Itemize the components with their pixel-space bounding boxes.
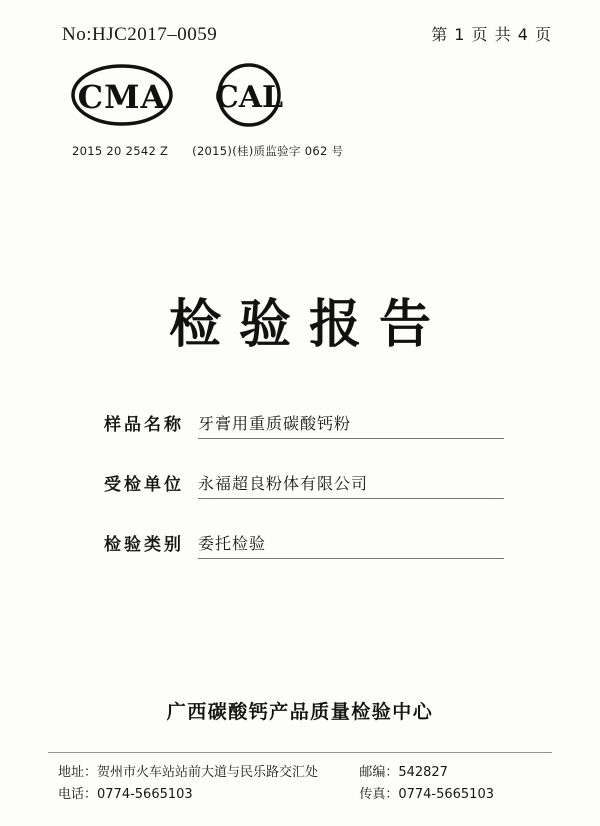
field-value: 永福超良粉体有限公司 (198, 474, 369, 493)
field-value-underline (198, 471, 504, 499)
field-list (104, 405, 504, 585)
page-count: 第 1 页 共 4 页 (431, 25, 552, 44)
mark-captions (72, 143, 343, 159)
field-label: 受检单位 (104, 475, 184, 495)
cal-mark-icon (201, 62, 297, 128)
field-value-underline (198, 531, 504, 559)
svg-text:CMA: CMA (77, 78, 167, 116)
footer-address: 地址：贺州市火车站站前大道与民乐路交汇处 (58, 765, 319, 780)
field-label: 样品名称 (104, 415, 184, 435)
document-header (62, 22, 552, 46)
cma-caption: 2015 20 2542 Z (72, 144, 169, 158)
footer-phone: 电话：0774-5665103 (58, 787, 193, 802)
field-label: 检验类别 (104, 535, 184, 555)
document-footer (58, 762, 552, 806)
certification-marks (70, 62, 297, 128)
footer-right-column (359, 762, 552, 806)
issuing-organization: 广西碳酸钙产品质量检验中心 (166, 701, 434, 723)
cma-mark-icon (70, 64, 175, 126)
cal-caption: (2015)(桂)质监验字 062 号 (192, 144, 344, 158)
footer-left-column (58, 762, 318, 806)
svg-text:CAL: CAL (214, 80, 284, 115)
footer-postcode: 邮编：542827 (359, 765, 448, 780)
report-number: No:HJC2017–0059 (62, 24, 218, 45)
field-sample-name (104, 405, 504, 439)
field-value-underline (198, 411, 504, 439)
footer-divider (48, 752, 552, 753)
field-value: 委托检验 (198, 534, 267, 553)
field-value: 牙膏用重质碳酸钙粉 (198, 414, 352, 433)
field-inspection-type (104, 525, 504, 559)
field-inspected-unit (104, 465, 504, 499)
footer-fax: 传真：0774-5665103 (359, 787, 494, 802)
page-title: 检验报告 (168, 294, 449, 355)
